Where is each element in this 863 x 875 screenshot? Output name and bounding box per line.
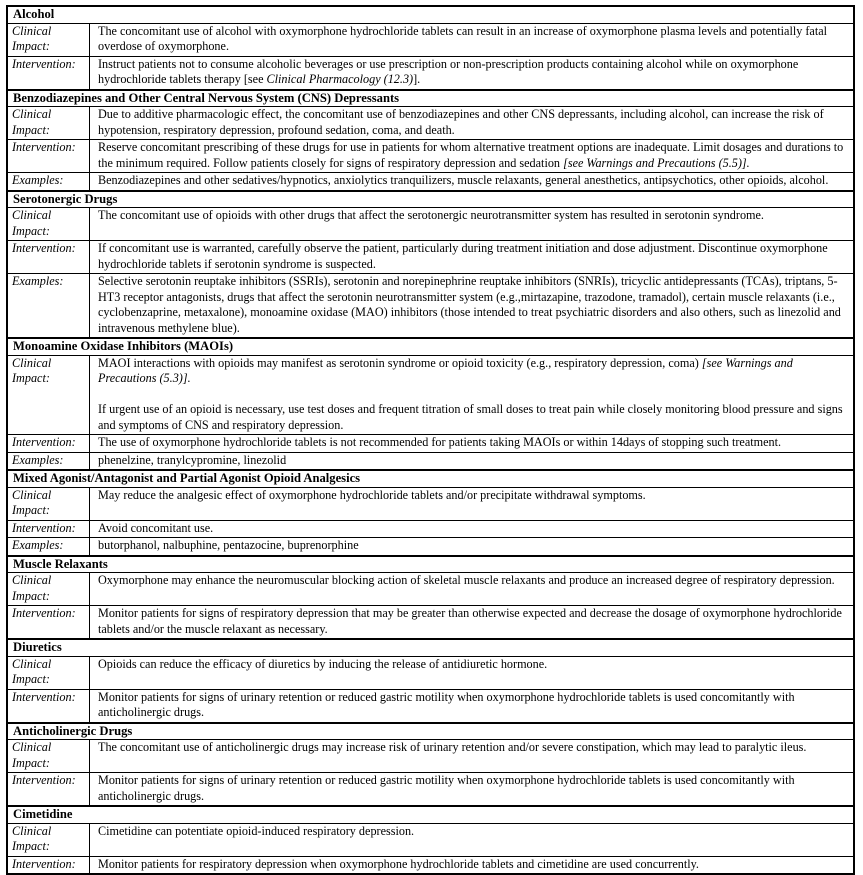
row-content [90, 657, 853, 689]
row-content [90, 356, 853, 435]
section-cimetidine [8, 805, 853, 873]
row-content [90, 107, 853, 139]
table-row [8, 656, 853, 689]
table-row [8, 689, 853, 722]
row-label: Clinical Impact: [8, 824, 90, 856]
cross-reference-text: [see Warnings and Precautions (5.3)]. [98, 355, 793, 385]
row-content [90, 573, 853, 605]
row-label: Intervention: [8, 773, 90, 805]
row-content [90, 274, 853, 337]
section-title: Anticholinergic Drugs [13, 723, 133, 738]
section-title: Cimetidine [13, 807, 73, 821]
body-text: May reduce the analgesic effect of oxymorphone hydrochloride tablets and/or precipitate withdrawal symptoms. [98, 487, 646, 502]
row-label: Intervention: [8, 606, 90, 638]
row-label: Intervention: [8, 57, 90, 89]
body-text: Oxymorphone may enhance the neuromuscular blocking action of skeletal muscle relaxants and produce an increased degree of respiratory depression. [98, 573, 835, 587]
table-row [8, 172, 853, 190]
row-label: Intervention: [8, 241, 90, 273]
drug-interactions-table [6, 5, 855, 875]
content-paragraph [98, 208, 847, 224]
row-content [90, 24, 853, 56]
table-row [8, 106, 853, 139]
section-title: Monoamine Oxidase Inhibitors (MAOIs) [13, 339, 234, 353]
body-text: Reserve concomitant prescribing of these drugs for use in patients for whom alternative treatment options are inadequate. Limit dosages and durations to the minimum required. Follow patients closely for signs of respiratory depression and sedation [98, 140, 844, 170]
row-label: Examples: [8, 538, 90, 555]
row-label: Clinical Impact: [8, 24, 90, 56]
row-content [90, 140, 853, 172]
row-content [90, 453, 853, 470]
content-paragraph [98, 241, 847, 272]
section-title: Diuretics [13, 640, 62, 654]
body-text: Instruct patients not to consume alcoholic beverages or use prescription or non-prescription products containing alcohol while on oxymorphone hydrochloride tablets therapy [see [98, 56, 799, 86]
row-label: Intervention: [8, 435, 90, 452]
body-text: The concomitant use of opioids with other drugs that affect the serotonergic neurotransmitter system has resulted in serotonin syndrome. [98, 208, 764, 222]
body-text: Selective serotonin reuptake inhibitors (SSRIs), serotonin and norepinephrine reuptake inhibitors (SNRIs), tricyclic antidepressants (TCAs), triptans, 5-HT3 receptor antagonists, drugs that affect the serotonin neurotransmitter system (e.g.,mirtazapine, trazodone, tramadol), certain muscle relaxants (i.e., cyclobenzaprine, metaxalone), monoamine oxidase (MAO) inhibitors (those intended to treat psychiatric disorders and also others, such as linezolid and intravenous methylene blue). [98, 274, 841, 335]
body-text: Opioids can reduce the efficacy of diuretics by inducing the release of antidiuretic hormone. [98, 656, 548, 671]
body-text: The concomitant use of alcohol with oxymorphone hydrochloride tablets can result in an increase of oxymorphone plasma levels and potentially fatal overdose of oxymorphone. [98, 23, 828, 53]
content-paragraph [98, 57, 847, 88]
body-text: Due to additive pharmacologic effect, the concomitant use of benzodiazepines and other CNS depressants, including alcohol, can increase the risk of hypotension, respiratory depression, profound sedation, coma, and death. [98, 107, 824, 137]
row-content [90, 773, 853, 805]
row-label: Clinical Impact: [8, 573, 90, 605]
table-row [8, 823, 853, 856]
body-text: phenelzine, tranylcypromine, linezolid [98, 452, 287, 467]
table-row [8, 572, 853, 605]
row-label: Intervention: [8, 690, 90, 722]
row-content [90, 57, 853, 89]
section-alcohol [8, 7, 853, 89]
row-content [90, 824, 853, 856]
body-text: Monitor patients for signs of respiratory depression that may be greater than otherwise expected and decrease the dosage of oxymorphone hydrochloride tablets and/or the muscle relaxant as necessary. [98, 606, 842, 636]
section-muscle-relaxants [8, 555, 853, 639]
row-content [90, 538, 853, 555]
cross-reference-text: [see Warnings and Precautions (5.5)]. [563, 155, 750, 170]
body-text: Benzodiazepines and other sedatives/hypnotics, anxiolytics tranquilizers, muscle relaxants, general anesthetics, antipsychotics, other opioids, alcohol. [98, 173, 829, 187]
row-content [90, 740, 853, 772]
content-paragraph [98, 657, 847, 673]
body-text: The use of oxymorphone hydrochloride tablets is not recommended for patients taking MAOIs or within 14days of stopping such treatment. [98, 435, 782, 449]
body-text: Avoid concomitant use. [98, 520, 214, 535]
body-text: If urgent use of an opioid is necessary, use test doses and frequent titration of small doses to treat pain while closely monitoring blood pressure and signs and symptoms of CNS and respiratory depression. [98, 402, 843, 432]
row-label: Examples: [8, 173, 90, 190]
content-paragraph [98, 453, 847, 469]
content-paragraph [98, 488, 847, 504]
content-paragraph [98, 402, 847, 433]
content-paragraph [98, 740, 847, 756]
content-paragraph [98, 356, 847, 387]
table-row [8, 772, 853, 805]
row-label: Intervention: [8, 521, 90, 538]
body-text: The concomitant use of anticholinergic drugs may increase risk of urinary retention and/or severe constipation, which may lead to paralytic ileus. [98, 740, 807, 754]
body-text: MAOI interactions with opioids may manifest as serotonin syndrome or opioid toxicity (e.g., respiratory depression, coma) [98, 355, 702, 370]
body-text: ]. [413, 72, 421, 86]
section-benzodiazepines-and-other-central-nervous-system-cns-depressants [8, 89, 853, 190]
table-row [8, 23, 853, 56]
row-content [90, 435, 853, 452]
section-title: Alcohol [13, 7, 55, 21]
content-paragraph [98, 521, 847, 537]
row-label: Intervention: [8, 857, 90, 874]
table-row [8, 520, 853, 538]
row-label: Clinical Impact: [8, 107, 90, 139]
row-label: Clinical Impact: [8, 488, 90, 520]
table-row [8, 739, 853, 772]
row-content [90, 606, 853, 638]
table-row [8, 487, 853, 520]
section-serotonergic-drugs [8, 190, 853, 338]
row-label: Clinical Impact: [8, 657, 90, 689]
row-content [90, 690, 853, 722]
row-content [90, 488, 853, 520]
content-paragraph [98, 274, 847, 336]
body-text: Cimetidine can potentiate opioid-induced respiratory depression. [98, 823, 415, 838]
row-label: Intervention: [8, 140, 90, 172]
table-row [8, 355, 853, 435]
content-paragraph [98, 140, 847, 171]
section-title: Muscle Relaxants [13, 556, 108, 571]
section-mixed-agonist-antagonist-and-partial-agonist-opioid-analgesics [8, 469, 853, 555]
row-content [90, 241, 853, 273]
body-text: butorphanol, nalbuphine, pentazocine, buprenorphine [98, 538, 359, 552]
table-row [8, 434, 853, 452]
body-text: Monitor patients for signs of urinary retention or reduced gastric motility when oxymorphone hydrochloride tablets is used concomitantly with anticholinergic drugs. [98, 689, 795, 719]
row-label: Examples: [8, 274, 90, 337]
row-label: Clinical Impact: [8, 208, 90, 240]
row-label: Clinical Impact: [8, 356, 90, 435]
body-text: Monitor patients for respiratory depression when oxymorphone hydrochloride tablets and cimetidine are used concurrently. [98, 856, 699, 871]
row-content [90, 208, 853, 240]
content-paragraph [98, 107, 847, 138]
section-title: Benzodiazepines and Other Central Nervous System (CNS) Depressants [13, 90, 400, 105]
row-content [90, 857, 853, 874]
content-paragraph [98, 173, 847, 189]
table-row [8, 537, 853, 555]
table-row [8, 856, 853, 874]
table-row [8, 139, 853, 172]
content-paragraph [98, 435, 847, 451]
table-row [8, 240, 853, 273]
content-paragraph [98, 24, 847, 55]
row-label: Clinical Impact: [8, 740, 90, 772]
row-content [90, 521, 853, 538]
cross-reference-text: Clinical Pharmacology (12.3) [266, 72, 414, 86]
section-monoamine-oxidase-inhibitors-maois [8, 337, 853, 469]
content-paragraph [98, 538, 847, 554]
section-diuretics [8, 638, 853, 722]
row-label: Examples: [8, 453, 90, 470]
table-row [8, 207, 853, 240]
body-text: If concomitant use is warranted, carefully observe the patient, particularly during treatment initiation and dose adjustment. Discontinue oxymorphone hydrochloride tablets if serotonin syndrome is suspected. [98, 241, 828, 271]
content-paragraph [98, 573, 847, 589]
table-row [8, 452, 853, 470]
content-paragraph [98, 857, 847, 873]
content-paragraph [98, 773, 847, 804]
row-content [90, 173, 853, 190]
section-title: Serotonergic Drugs [13, 191, 118, 206]
table-row [8, 273, 853, 337]
table-row [8, 56, 853, 89]
body-text: Monitor patients for signs of urinary retention or reduced gastric motility when oxymorphone hydrochloride tablets is used concomitantly with anticholinergic drugs. [98, 773, 795, 803]
table-row [8, 605, 853, 638]
content-paragraph [98, 606, 847, 637]
section-anticholinergic-drugs [8, 722, 853, 806]
content-paragraph [98, 690, 847, 721]
section-title: Mixed Agonist/Antagonist and Partial Agonist Opioid Analgesics [13, 471, 361, 485]
